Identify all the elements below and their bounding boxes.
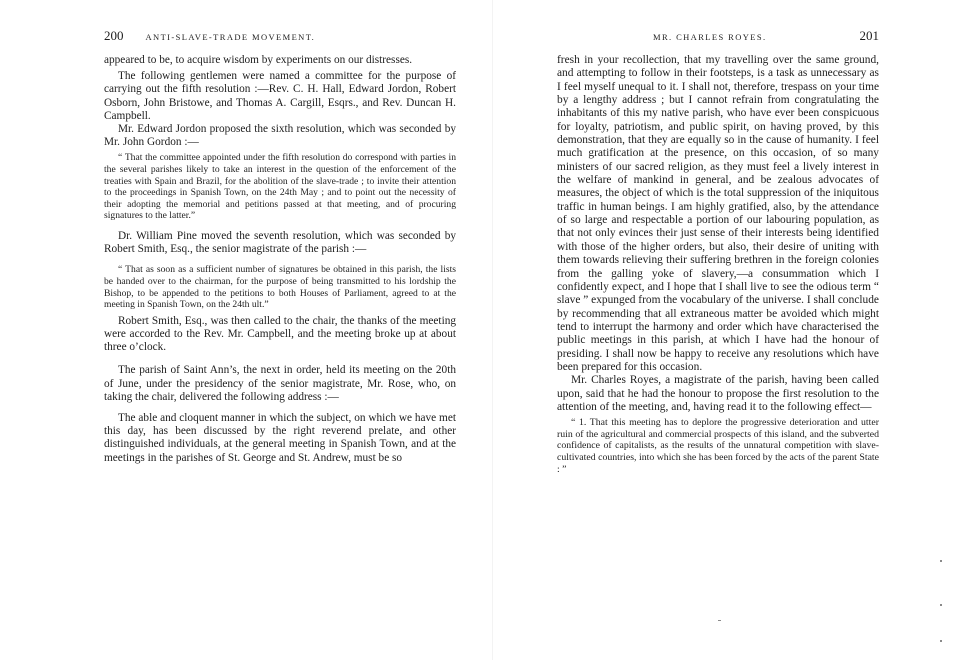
quoted-resolution: “ 1. That this meeting has to deplore the progressive deterioration and utter ruin of the agricultural and commercial prospects of this island, and the subverted confidence of capitalists, as the results of the unnatural competition with slave-cultivated countries, into which she has been forced by the acts of the parent State : ”	[557, 417, 879, 475]
right-running-head	[557, 28, 879, 44]
paragraph: Robert Smith, Esq., was then called to the chair, the thanks of the meeting were accorded to the Rev. Mr. Campbell, and the meeting broke up at about three o’clock.	[104, 314, 456, 354]
scan-speck	[940, 640, 942, 642]
paragraph: The parish of Saint Ann’s, the next in order, held its meeting on the 20th of June, under the presidency of the senior magistrate, Mr. Rose, who, on taking the chair, delivered the following address :—	[104, 364, 456, 403]
scan-speck	[718, 620, 721, 621]
left-running-title: ANTI-SLAVE-TRADE MOVEMENT.	[145, 32, 316, 42]
left-page	[104, 28, 456, 648]
paragraph: Mr. Edward Jordon proposed the sixth resolution, which was seconded by Mr. John Gordon :—	[104, 123, 456, 149]
paragraph: fresh in your recollection, that my travelling over the same ground, and attempting to follow in their footsteps, is a task as unnecessary as I feel myself unequal to it. I shall not, therefore, trespass on your time by a lengthy address ; but I cannot refrain from congratulating the inhabitants of this my native parish, who have ever been conspicuous for loyalty, patriotism, and public spirit, on having proved, by this demonstration, that they are equally so in the cause of humanity. I feel much gratification at the presence, on this occasion, of so many ministers of our sacred religion, as they must feel a lively interest in the welfare of mankind in general, and be zealous advocates of measures, the object of which is the total suppression of the iniquitous traffic in human beings. I am highly gratified, also, by the attendance of so large and respectable a portion of our labouring population, as that not only evinces their just sense of their interests being identified with those of the higher orders, but also, their desire of uniting with them towards relieving their suffering brethren in the foreign colonies from the galling yoke of slavery,—a consummation which I confidently expect, and I hope that I shall live to see the odious term “ slave ” expunged from the vocabulary of the universe. I shall conclude by recommending that all extraneous matter be avoided which might tend to interrupt the harmony and order which have characterised the public meetings in this parish, at which I have had the honour of presiding. I shall now be happy to receive any resolutions which have been prepared for this occasion.	[557, 54, 879, 373]
right-page-number: 201	[859, 28, 879, 43]
paragraph: The able and cloquent manner in which the subject, on which we have met this day, has been discussed by the right reverend prelate, and other distinguished individuals, at the general meeting in Spanish Town, and at the meetings in the parishes of St. George and St. Andrew, must be so	[104, 411, 456, 464]
book-gutter	[492, 0, 493, 660]
quoted-resolution: “ That the committee appointed under the fifth resolution do correspond with parties in the several parishes likely to take an interest in the question of the enforcement of the treaties with Spain and Brazil, for the abolition of the slave-trade ; to invite their attention to the proceedings in Spanish Town, on the 24th May ; and to point out the necessity of their adopting the memorial and petitions passed at that meeting, and of procuring signatures to the latter.”	[104, 152, 456, 222]
scan-speck	[940, 604, 942, 606]
right-running-title: MR. CHARLES ROYES.	[653, 32, 767, 42]
paragraph: Dr. William Pine moved the seventh resolution, which was seconded by Robert Smith, Esq., the senior magistrate of the parish :—	[104, 229, 456, 256]
paragraph: Mr. Charles Royes, a magistrate of the parish, having been called upon, said that he had the honour to propose the first resolution to the attention of the meeting, and, having read it to the following effect—	[557, 374, 879, 413]
paragraph: The following gentlemen were named a committee for the purpose of carrying out the fifth resolution :—Rev. C. H. Hall, Edward Jordon, Robert Osborn, John Bristowe, and Thomas A. Cargill, Esqrs., and Rev. Duncan H. Campbell.	[104, 70, 456, 122]
paragraph: appeared to be, to acquire wisdom by experiments on our distresses.	[104, 54, 413, 66]
scan-speck	[940, 560, 942, 562]
right-page	[557, 28, 879, 648]
left-running-head	[104, 28, 456, 44]
left-page-number: 200	[104, 28, 124, 43]
quoted-resolution: “ That as soon as a sufficient number of signatures be obtained in this parish, the lists be handed over to the chairman, for the purpose of being transmitted to his lordship the Bishop, to be appended to the petitions to both Houses of Parliament, agreed to at the meeting in Spanish Town, on the 24th ult.”	[104, 264, 456, 311]
